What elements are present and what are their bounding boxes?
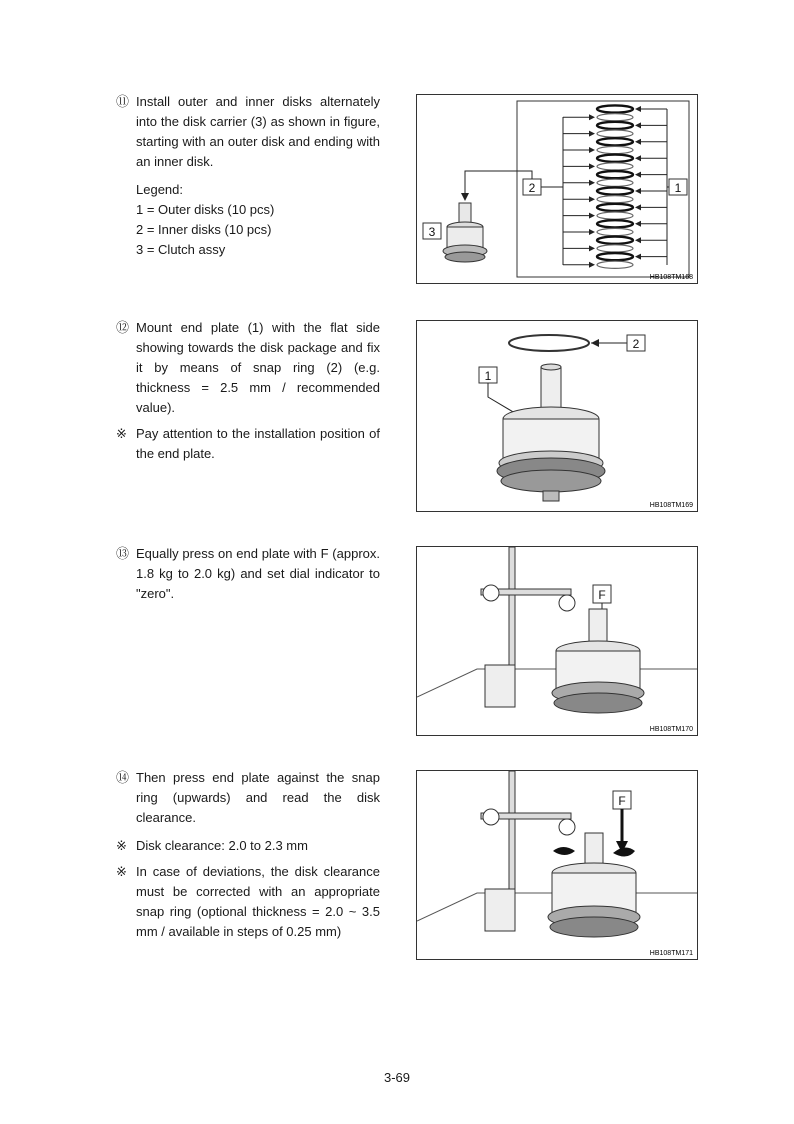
label-3: 3 xyxy=(428,225,436,239)
figure-disk-assembly xyxy=(416,94,698,284)
inner-disk xyxy=(597,228,633,235)
outer-disk xyxy=(597,155,633,162)
disk-arrowhead xyxy=(635,204,641,210)
outer-disk xyxy=(597,253,633,260)
outer-disk xyxy=(597,204,633,211)
legend-item: 1 = Outer disks (10 pcs) xyxy=(136,202,275,217)
label-f: F xyxy=(618,794,626,808)
step-12 xyxy=(116,318,380,464)
legend-item: 3 = Clutch assy xyxy=(136,242,226,257)
inner-disk xyxy=(597,146,633,153)
inner-disk xyxy=(597,163,633,170)
note-text: In case of deviations, the disk clearance must be corrected with an appropriate snap ring (optional thickness = 2.0 ~ 3.5 mm / available in steps of 0.25 mm) xyxy=(136,864,380,939)
disk-arrowhead xyxy=(635,172,641,178)
inner-disk xyxy=(597,245,633,252)
outer-disk xyxy=(597,171,633,178)
disk-arrowhead xyxy=(589,213,595,219)
disk-arrowhead xyxy=(635,188,641,194)
note xyxy=(116,862,380,942)
label-1: 1 xyxy=(484,369,492,383)
disk-arrowhead xyxy=(589,196,595,202)
step-14 xyxy=(116,768,380,942)
disk-assembly-diagram xyxy=(417,95,697,283)
outer-disk xyxy=(597,105,633,112)
inner-disk xyxy=(597,261,633,268)
disk-arrowhead xyxy=(635,155,641,161)
note-text: Pay attention to the installation position of the end plate. xyxy=(136,426,380,461)
figure-caption: HB108TM171 xyxy=(649,950,693,957)
disk-arrowhead xyxy=(635,139,641,145)
disk-arrowhead xyxy=(589,163,595,169)
outer-disk xyxy=(597,122,633,129)
label-2: 2 xyxy=(528,181,536,195)
outer-disk xyxy=(597,138,633,145)
disk-arrowhead xyxy=(635,122,641,128)
note-text: Disk clearance: 2.0 to 2.3 mm xyxy=(136,838,308,853)
page-number: 3-69 xyxy=(383,1070,411,1085)
disk-arrowhead xyxy=(635,221,641,227)
note xyxy=(116,424,380,464)
step-13 xyxy=(116,544,380,604)
outer-disk xyxy=(597,237,633,244)
outer-disk xyxy=(597,220,633,227)
note-mark: ※ xyxy=(116,864,127,879)
note-mark: ※ xyxy=(116,426,127,441)
disk-stack xyxy=(541,105,669,268)
step-number: ⑭ xyxy=(116,770,130,785)
outer-disk xyxy=(597,187,633,194)
figure-end-plate xyxy=(416,320,698,512)
figure-caption: HB108TM170 xyxy=(649,726,693,733)
end-plate-diagram xyxy=(417,321,697,511)
figure-dial-read xyxy=(416,770,698,960)
step-text: Then press end plate against the snap ring (upwards) and read the disk clearance. xyxy=(136,770,380,825)
inner-disk xyxy=(597,179,633,186)
clutch-assy-small xyxy=(443,203,487,262)
disk-arrowhead xyxy=(589,114,595,120)
disk-arrowhead xyxy=(635,254,641,260)
label-2: 2 xyxy=(632,337,640,351)
step-text: Equally press on end plate with F (approx. 1.8 kg to 2.0 kg) and set dial indicator to "zero". xyxy=(136,546,380,601)
dial-indicator-diagram xyxy=(417,547,697,735)
legend xyxy=(136,180,380,260)
legend-title: Legend: xyxy=(136,182,183,197)
note-mark: ※ xyxy=(116,838,127,853)
inner-disk xyxy=(597,212,633,219)
disk-arrowhead xyxy=(589,180,595,186)
inner-disk xyxy=(597,114,633,121)
inner-disk xyxy=(597,130,633,137)
step-11 xyxy=(116,92,380,260)
step-number: ⑪ xyxy=(116,94,130,109)
disk-arrowhead xyxy=(635,106,641,112)
figure-caption: HB108TM169 xyxy=(649,502,693,509)
figure-dial-zero xyxy=(416,546,698,736)
figure-caption: HB108TM168 xyxy=(649,274,693,281)
disk-arrowhead xyxy=(589,229,595,235)
disk-arrowhead xyxy=(589,147,595,153)
disk-arrowhead xyxy=(589,262,595,268)
dial-read-diagram xyxy=(417,771,697,959)
label-f: F xyxy=(598,588,606,602)
disk-arrowhead xyxy=(589,245,595,251)
inner-disk xyxy=(597,196,633,203)
step-number: ⑫ xyxy=(116,320,130,335)
label-1: 1 xyxy=(674,181,682,195)
step-number: ⑬ xyxy=(116,546,130,561)
step-text: Mount end plate (1) with the flat side showing towards the disk package and fix it by means of snap ring (2) (e.g. thickness = 2.5 mm / recommended value). xyxy=(136,320,380,415)
step-text: Install outer and inner disks alternately into the disk carrier (3) as shown in figure, starting with an outer disk and ending with an inner disk. xyxy=(136,94,380,169)
disk-arrowhead xyxy=(589,131,595,137)
disk-arrowhead xyxy=(635,237,641,243)
note xyxy=(116,836,380,856)
legend-item: 2 = Inner disks (10 pcs) xyxy=(136,222,272,237)
